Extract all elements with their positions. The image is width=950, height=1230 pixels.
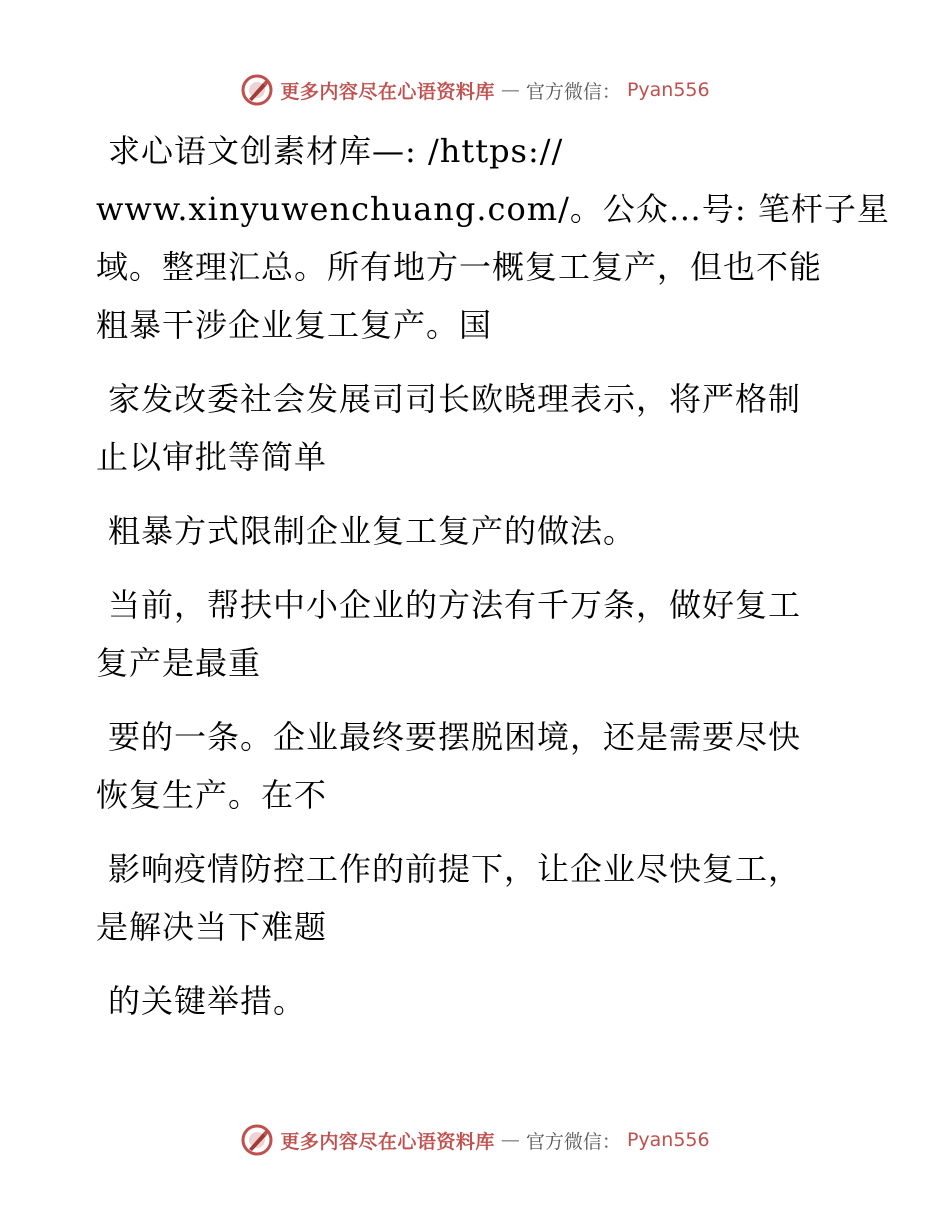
paragraph xyxy=(96,972,856,1030)
pen-logo-icon xyxy=(240,73,274,107)
watermark-main-text: 更多内容尽在心语资料库 xyxy=(280,80,495,103)
paragraph xyxy=(96,502,856,560)
text-line: 求心语文创素材库—: /https:// xyxy=(108,132,564,170)
footer-watermark xyxy=(0,1120,950,1160)
paragraph xyxy=(96,122,890,354)
paragraph xyxy=(96,708,856,824)
text-line: 是解决当下难题 xyxy=(96,908,328,946)
watermark-main-text: 更多内容尽在心语资料库 xyxy=(280,1130,495,1153)
paragraph xyxy=(96,840,856,956)
pen-logo-icon xyxy=(240,1123,274,1157)
text-line: 家发改委社会发展司司长欧晓理表示，将严格制 xyxy=(108,380,802,418)
watermark-label: 官方微信： xyxy=(525,1130,621,1153)
text-line: 恢复生产。在不 xyxy=(96,776,328,814)
paragraph xyxy=(96,576,856,692)
watermark-separator: — xyxy=(500,1129,520,1151)
text-line: 复产是最重 xyxy=(96,644,262,682)
watermark-wechat-id: Pyan556 xyxy=(626,79,710,101)
text-line: 域。整理汇总。所有地方一概复工复产，但也不能 xyxy=(96,248,823,286)
text-line: 止以审批等简单 xyxy=(96,438,328,476)
text-line: 影响疫情防控工作的前提下，让企业尽快复工， xyxy=(108,850,802,888)
text-line: 粗暴干涉企业复工复产。国 xyxy=(96,306,493,344)
header-watermark xyxy=(0,70,950,110)
text-line: 当前，帮扶中小企业的方法有千万条，做好复工 xyxy=(108,586,802,624)
watermark-wechat-id: Pyan556 xyxy=(626,1129,710,1151)
text-line: 要的一条。企业最终要摆脱困境，还是需要尽快 xyxy=(108,718,802,756)
document-body xyxy=(96,122,890,1046)
text-line: 粗暴方式限制企业复工复产的做法。 xyxy=(108,512,637,550)
text-line: 的关键举措。 xyxy=(108,982,307,1020)
watermark-label: 官方微信： xyxy=(525,80,621,103)
paragraph xyxy=(96,370,856,486)
text-line: www.xinyuwenchuang.com/。公众…号: 笔杆子星 xyxy=(96,190,890,228)
watermark-separator: — xyxy=(500,79,520,101)
